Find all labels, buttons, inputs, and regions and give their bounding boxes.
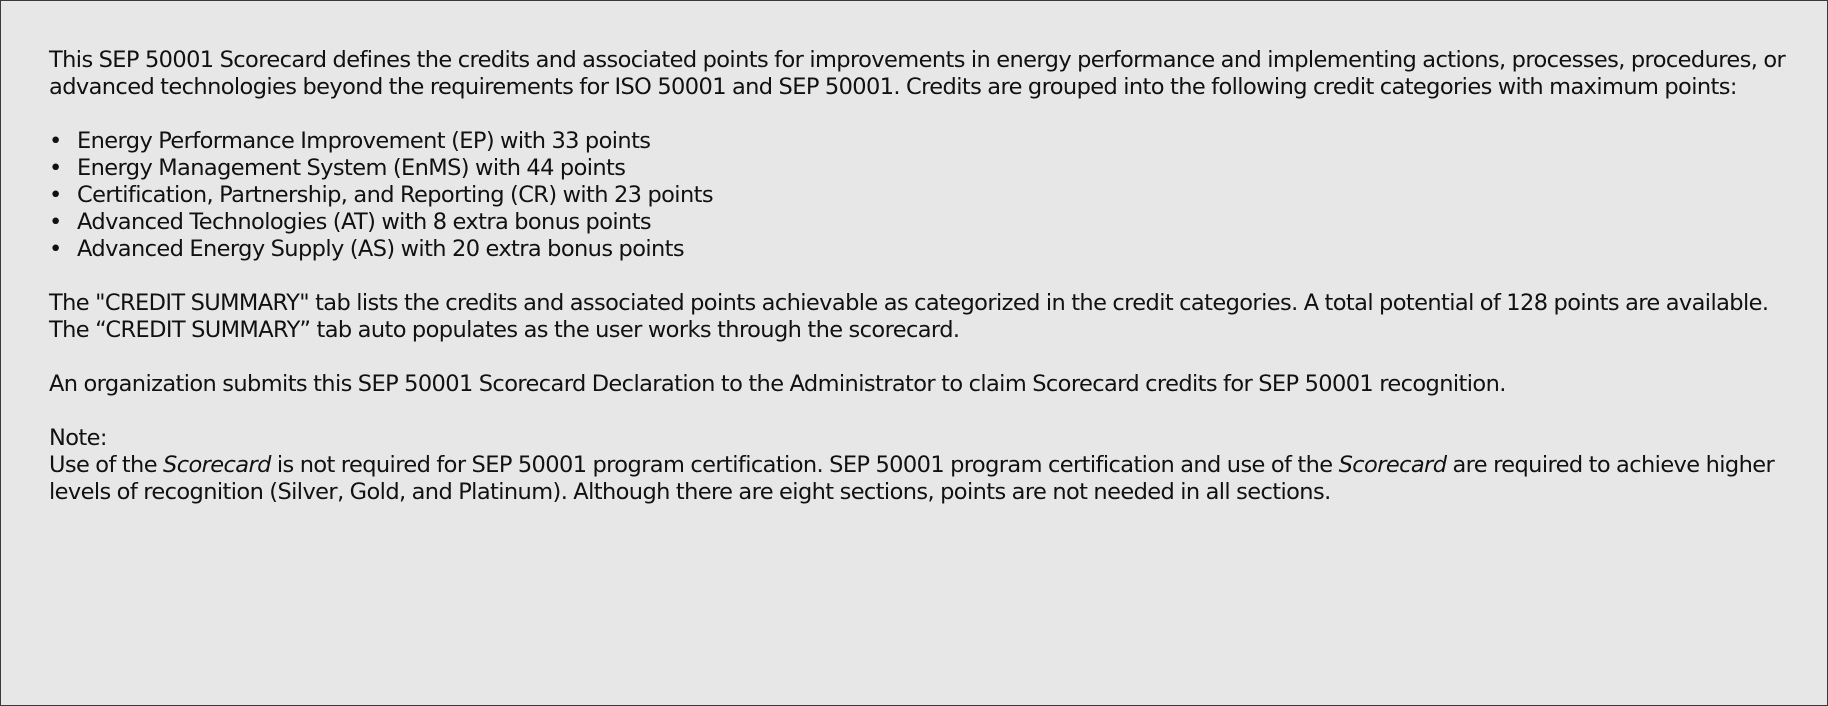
category-item-ep: • Energy Performance Improvement (EP) with 33 points bbox=[49, 128, 1809, 155]
spacer bbox=[49, 263, 1809, 290]
credit-category-list bbox=[49, 128, 1809, 263]
category-item-cr: • Certification, Partnership, and Reporting (CR) with 23 points bbox=[49, 182, 1809, 209]
note-text-2: is not required for SEP 50001 program certification. SEP 50001 program certification and use of the bbox=[270, 452, 1339, 478]
category-item-at: • Advanced Technologies (AT) with 8 extra bonus points bbox=[49, 209, 1809, 236]
note-italic-scorecard-1: Scorecard bbox=[163, 452, 271, 478]
spacer bbox=[49, 101, 1809, 128]
note-paragraph bbox=[49, 452, 1809, 506]
instructions-text bbox=[49, 47, 1809, 506]
category-item-enms: • Energy Management System (EnMS) with 44 points bbox=[49, 155, 1809, 182]
note-text-3: are required to achieve higher levels of recognition (Silver, Gold, and Platinum). Although there are eight sections, points are not needed in all sections. bbox=[49, 452, 1775, 505]
submission-paragraph: An organization submits this SEP 50001 Scorecard Declaration to the Administrator to claim Scorecard credits for SEP 50001 recognition. bbox=[49, 371, 1506, 397]
category-item-as: • Advanced Energy Supply (AS) with 20 extra bonus points bbox=[49, 236, 1809, 263]
spacer bbox=[49, 398, 1809, 425]
credit-summary-paragraph: The "CREDIT SUMMARY" tab lists the credits and associated points achievable as categorized in the credit categories. A total potential of 128 points are available. The “CREDIT SUMMARY” tab auto populates as the user works through the scorecard. bbox=[49, 290, 1769, 343]
note-heading: Note: bbox=[49, 425, 107, 451]
note-text-1: Use of the bbox=[49, 452, 164, 478]
intro-paragraph: This SEP 50001 Scorecard defines the credits and associated points for improvements in energy performance and implementing actions, processes, procedures, or advanced technologies beyond the requirements for ISO 50001 and SEP 50001. Credits are grouped into the following credit categories with maximum points: bbox=[49, 47, 1786, 100]
note-italic-scorecard-2: Scorecard bbox=[1338, 452, 1447, 478]
spacer bbox=[49, 344, 1809, 371]
